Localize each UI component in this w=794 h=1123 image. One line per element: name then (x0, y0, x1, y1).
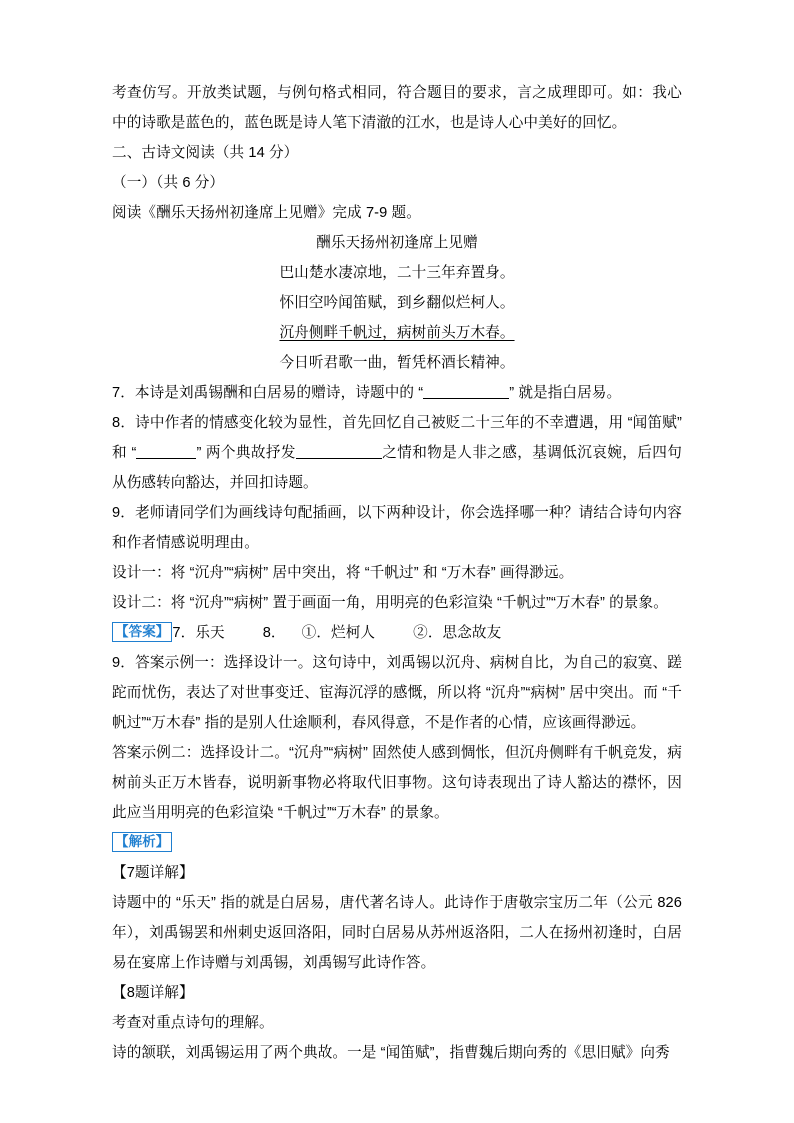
design-option-2: 设计二：将 “沉舟”“病树” 置于画面一角，用明亮的色彩渲染 “千帆过”“万木春” 的景象。 (112, 595, 668, 611)
poem-title: 酬乐天扬州初逢席上见赠 (316, 235, 478, 251)
poem-line-3-text: 沉舟侧畔千帆过，病树前头万木春。 (279, 325, 515, 341)
poem-line-2: 怀旧空吟闻笛赋，到乡翻似烂柯人。 (279, 295, 515, 311)
section-heading-part-two: 二、古诗文阅读（共 14 分） (112, 145, 299, 161)
question-8-blank-1 (136, 444, 196, 459)
answer-7: 7．乐天 (172, 625, 225, 641)
answer-8-item-1: ①．烂柯人 (301, 625, 376, 641)
analysis-q7-label: 【7题详解】 (112, 865, 194, 881)
question-8 (112, 408, 682, 498)
question-8-blank-2 (296, 444, 382, 459)
answer-9-example-1: 9．答案示例一：选择设计一。这句诗中，刘禹锡以沉舟、病树自比，为自己的寂寞、蹉跎而忧伤，表达了对世事变迁、宦海沉浮的感慨，所以将 “沉舟”“病树” 居中突出。而 “千帆过”“万木春” 指的是别人仕途顺利，春风得意，不是作者的心情，应该画得渺远。 (112, 655, 682, 731)
question-9: 9．老师请同学们为画线诗句配插画，以下两种设计，你会选择哪一种？请结合诗句内容和作者情感说明理由。 (112, 505, 682, 551)
subsection-heading-one: （一）（共 6 分） (112, 175, 225, 191)
paragraph-writing-note: 考查仿写。开放类试题，与例句格式相同，符合题目的要求，言之成理即可。如：我心中的诗歌是蓝色的，蓝色既是诗人笔下清澈的江水，也是诗人心中美好的回忆。 (112, 85, 682, 131)
answer-9-example-2: 答案示例二：选择设计二。“沉舟”“病树” 固然使人感到惆怅，但沉舟侧畔有千帆竞发，病树前头正万木皆春，说明新事物必将取代旧事物。这句诗表现出了诗人豁达的襟怀，因此应当用明亮的色彩渲染 “千帆过”“万木春” 的景象。 (112, 745, 682, 821)
analysis-label: 【解析】 (112, 832, 172, 852)
analysis-q8-text-2: 诗的颔联，刘禹锡运用了两个典故。一是 “闻笛赋”，指曹魏后期向秀的《思旧赋》向秀 (112, 1045, 670, 1061)
answer-label: 【答案】 (112, 622, 172, 642)
answer-8-label: 8． (262, 625, 286, 641)
analysis-q7-text: 诗题中的 “乐天” 指的就是白居易，唐代著名诗人。此诗作于唐敬宗宝历二年（公元 826 年），刘禹锡罢和州刺史返回洛阳，同时白居易从苏州返洛阳，二人在扬州初逢时，白居易在宴席上作诗赠与刘禹锡，刘禹锡写此诗作答。 (112, 895, 682, 971)
analysis-q8-text-1: 考查对重点诗句的理解。 (112, 1015, 274, 1031)
analysis-header (112, 828, 682, 858)
question-7 (112, 378, 682, 408)
poem-line-4: 今日听君歌一曲，暂凭杯酒长精神。 (279, 355, 515, 371)
answer-header-line (112, 618, 682, 648)
reading-instruction: 阅读《酬乐天扬州初逢席上见赠》完成 7-9 题。 (112, 205, 421, 221)
question-7-prefix: 7．本诗是刘禹锡酬和白居易的赠诗，诗题中的 “ (112, 385, 424, 401)
answer-8-item-2: ②．思念故友 (413, 625, 502, 641)
document-body (112, 78, 682, 1068)
question-7-suffix: ” 就是指白居易。 (509, 385, 622, 401)
question-8-part1: 8．诗中作者的情感变化较为显性，首先回忆自己被贬二十三年的不幸遭遇，用 “闻笛赋” 和 “ (112, 415, 682, 461)
poem-line-1: 巴山楚水凄凉地，二十三年弃置身。 (279, 265, 515, 281)
poem-line-3-underlined (112, 318, 682, 348)
analysis-q8-label: 【8题详解】 (112, 985, 194, 1001)
question-8-part3: 之情和物是人非之感，基调低沉哀婉，后四句从伤感转向豁达，并回扣诗题。 (112, 445, 683, 491)
question-8-part2: ” 两个典故抒发 (196, 445, 296, 461)
design-option-1: 设计一：将 “沉舟”“病树” 居中突出，将 “千帆过” 和 “万木春” 画得渺远。 (112, 565, 574, 581)
question-7-blank (423, 384, 509, 399)
